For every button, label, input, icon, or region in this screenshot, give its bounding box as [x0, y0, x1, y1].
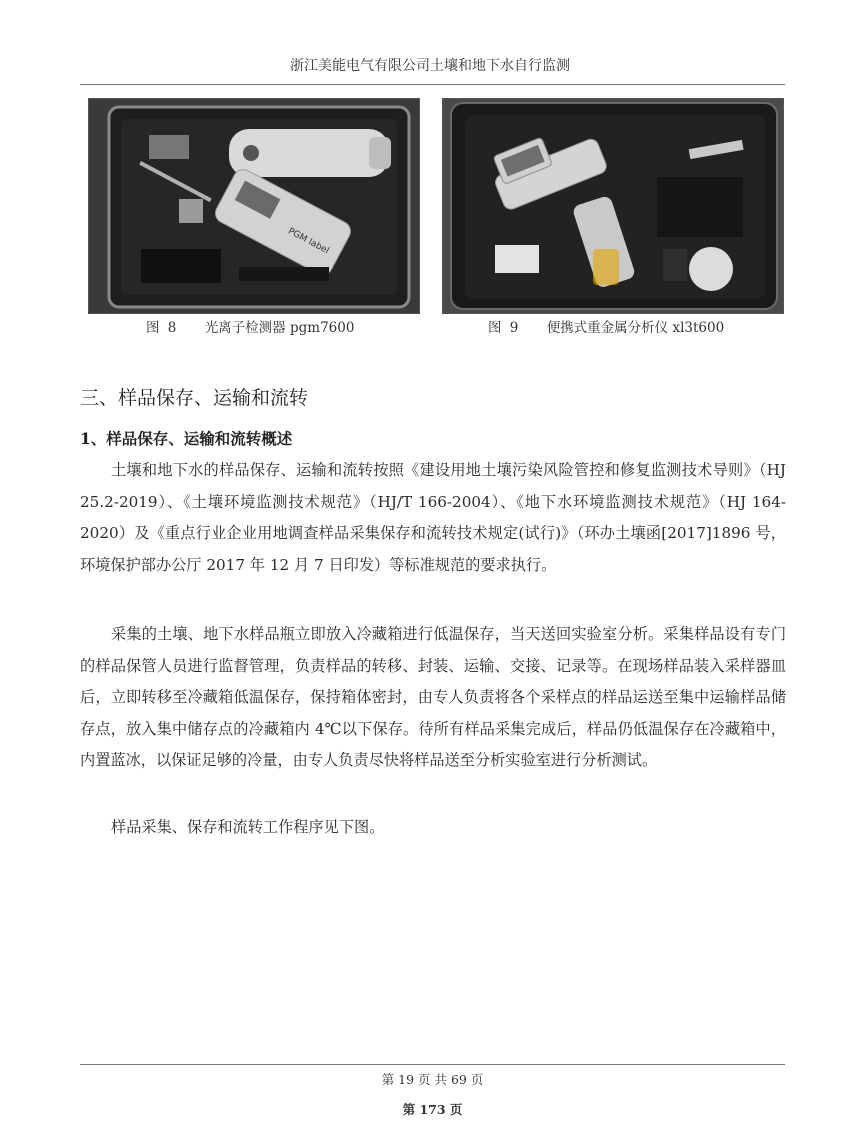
footer-rule: [80, 1064, 785, 1065]
figure-8-title: 光离子检测器 pgm7600: [204, 320, 355, 336]
section-heading: 三、样品保存、运输和流转: [80, 387, 309, 409]
paragraph-procedure: 样品采集、保存和流转工作程序见下图。: [111, 818, 385, 836]
figure-8-caption: [146, 316, 354, 336]
page-header: 浙江美能电气有限公司土壤和地下水自行监测: [290, 58, 570, 74]
page-number: 第 19 页 共 69 页: [381, 1072, 484, 1087]
figure-8-number: 图 8: [146, 320, 179, 336]
figure-9-number: 图 9: [488, 320, 521, 336]
pgm-label: PGM label: [286, 226, 331, 257]
figure-9-caption: [488, 316, 724, 336]
paragraph-standards: 土壤和地下水的样品保存、运输和流转按照《建设用地土壤污染风险管控和修复监测技术导则》（HJ 25.2-2019）、《土壤环境监测技术规范》（HJ/T 166-2004）、《地下水环境监测技术规范》（HJ 164-2020）及《重点行业企业用地调查样品采集保存和流转技术规定(试行)》（环办土壤函[2017]1896 号，环境保护部办公厅 2017 年 12 月 7 日印发）等标准规范的要求执行。: [80, 461, 786, 574]
subsection-heading: 1、样品保存、运输和流转概述: [80, 429, 293, 448]
global-page-number: 第 173 页: [402, 1102, 463, 1117]
figure-9-title: 便携式重金属分析仪 xl3t600: [546, 320, 725, 336]
figure-8-photo: [88, 98, 420, 314]
pid-detector-case-image: [89, 99, 419, 313]
xrf-analyzer-case-image: [443, 99, 783, 313]
figure-9-photo: [442, 98, 784, 314]
paragraph-storage: 采集的土壤、地下水样品瓶立即放入冷藏箱进行低温保存，当天送回实验室分析。采集样品设有专门的样品保管人员进行监督管理，负责样品的转移、封装、运输、交接、记录等。在现场样品装入采样器皿后，立即转移至冷藏箱低温保存，保持箱体密封，由专人负责将各个采样点的样品运送至集中运输样品储存点，放入集中储存点的冷藏箱内 4℃以下保存。待所有样品采集完成后，样品仍低温保存在冷藏箱中，内置蓝冰，以保证足够的冷量，由专人负责尽快将样品送至分析实验室进行分析测试。: [80, 625, 786, 769]
header-rule: [80, 84, 785, 85]
